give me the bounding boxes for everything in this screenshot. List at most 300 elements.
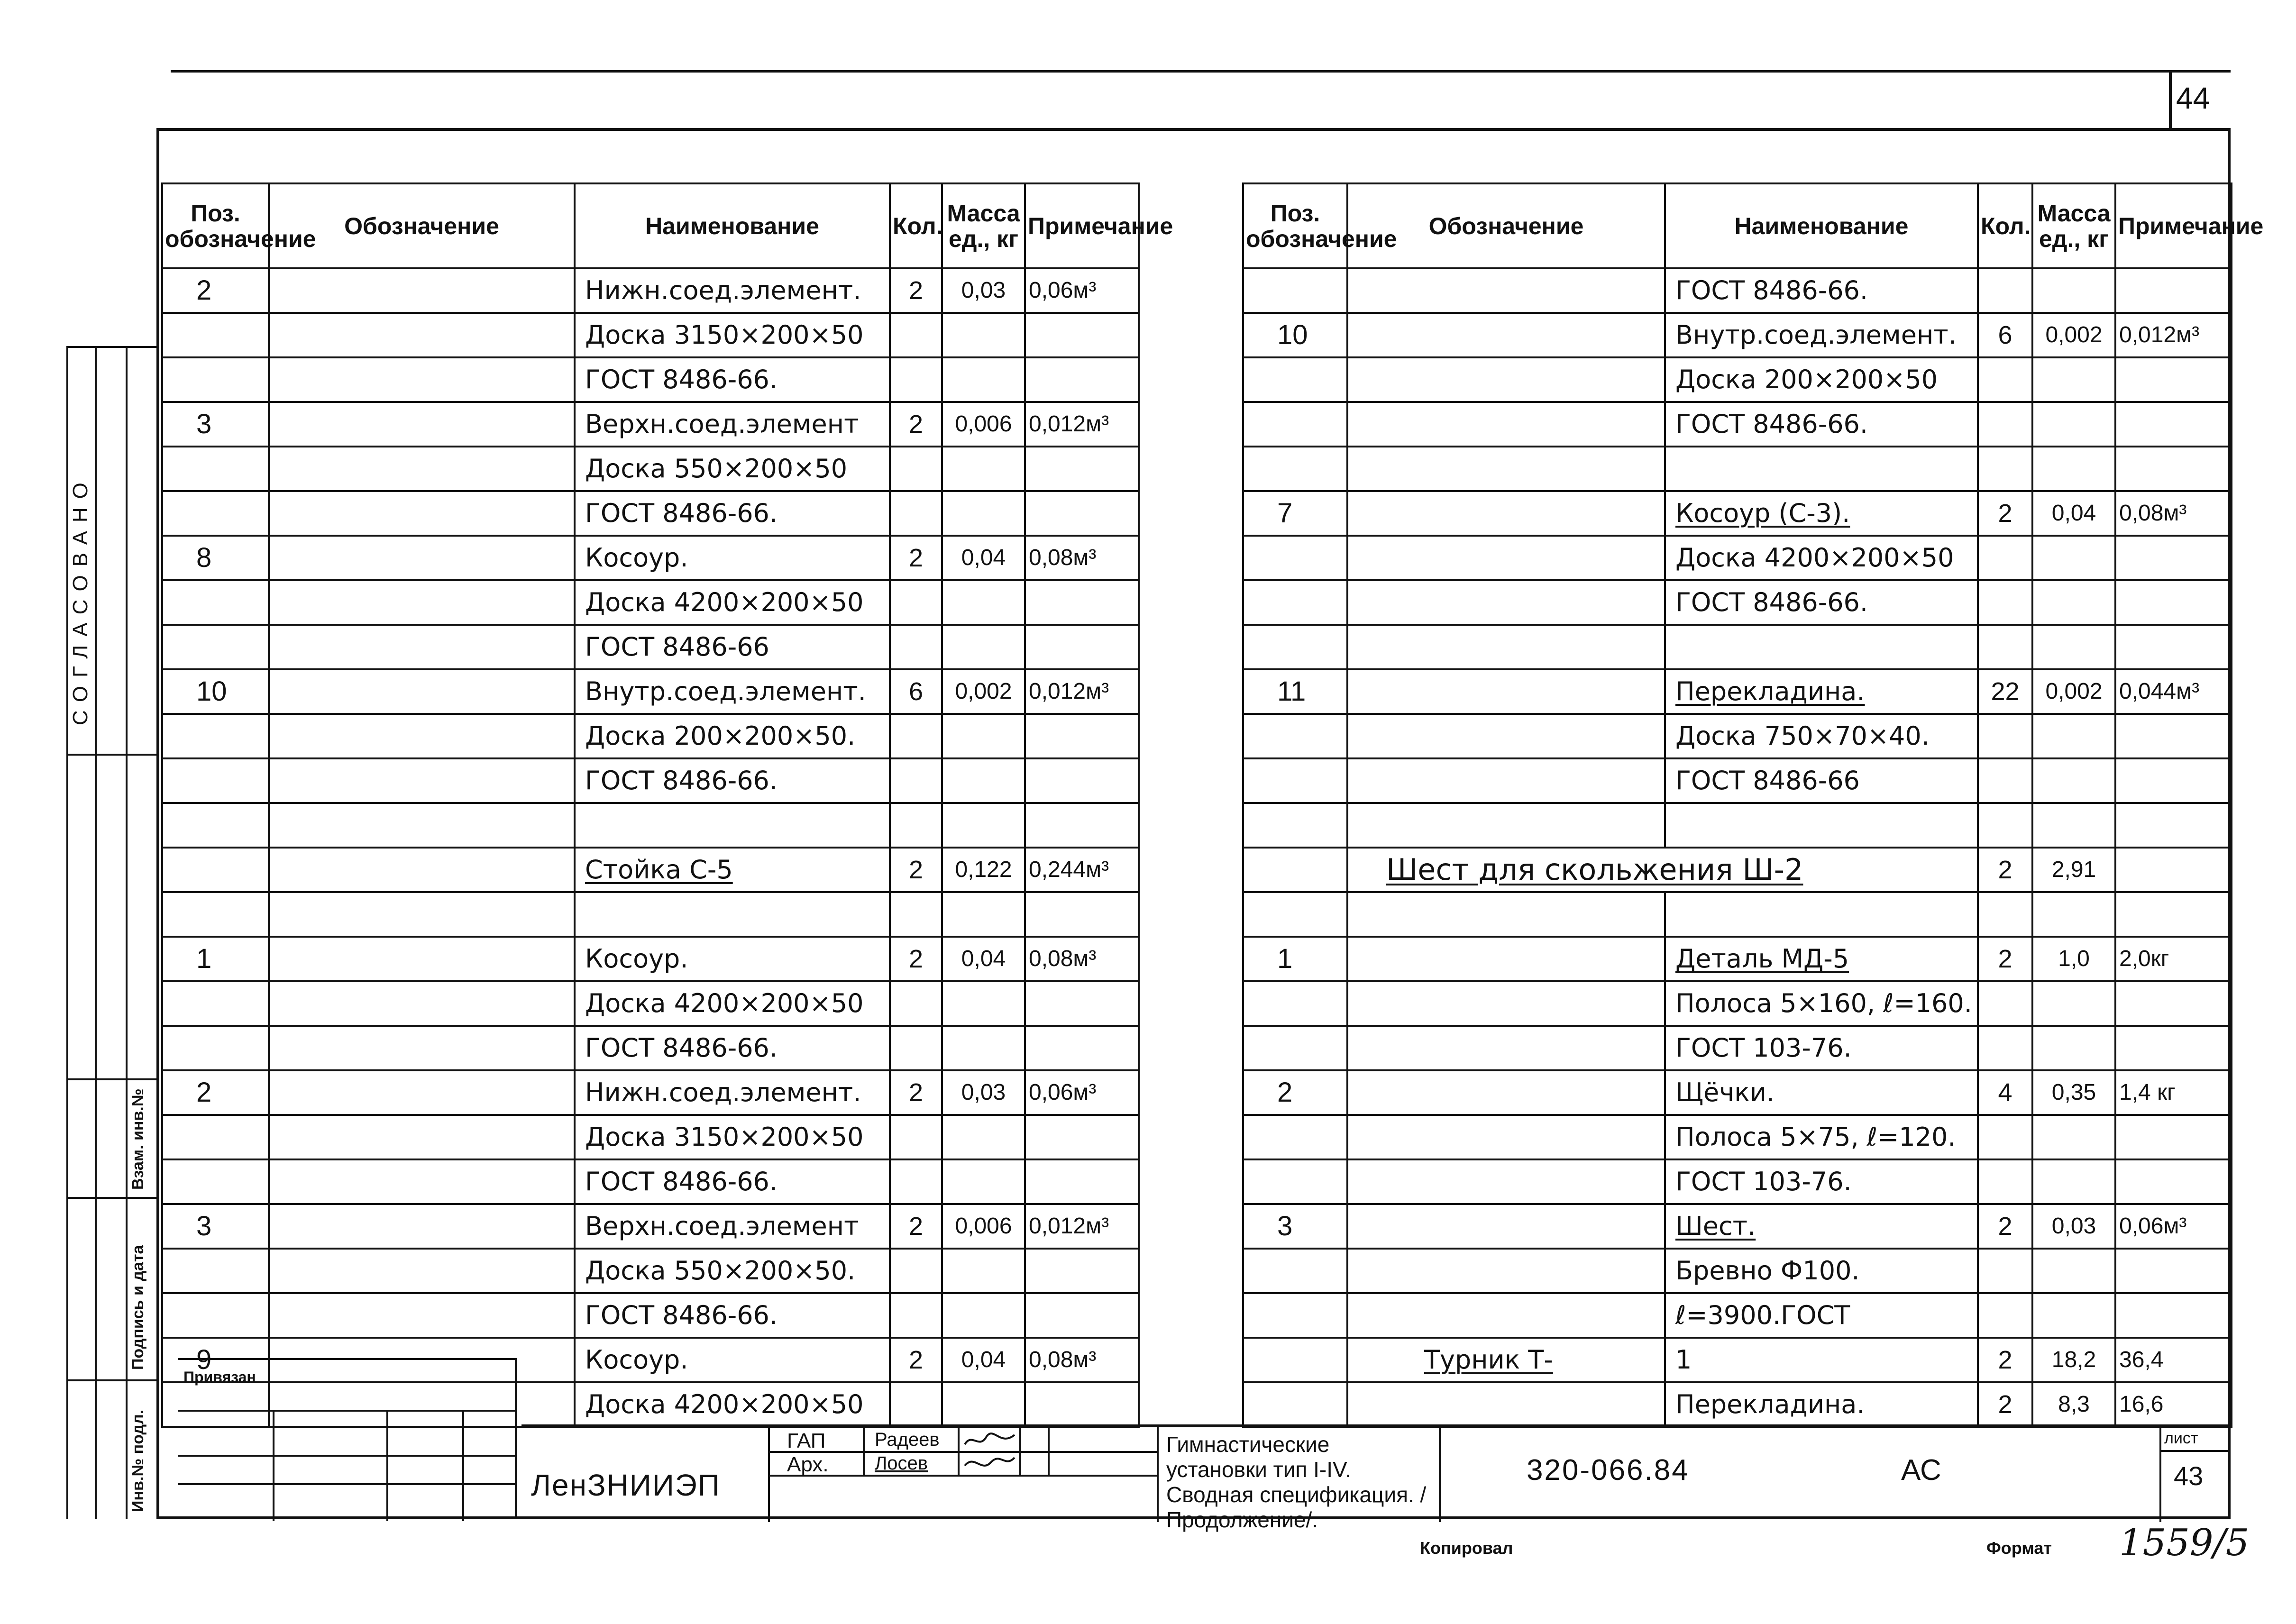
row-name-text	[580, 810, 585, 840]
row-name-text: Нижн.соед.элемент.	[585, 275, 861, 305]
organization: ЛенЗНИИЭП	[531, 1468, 721, 1502]
row-name-text: Щёчки.	[1675, 1077, 1775, 1107]
row-pos	[1243, 803, 1347, 848]
row-note	[2115, 1115, 2232, 1159]
row-note	[1025, 1382, 1139, 1427]
row-mass: 0,03	[942, 268, 1025, 313]
row-pos	[1243, 1026, 1347, 1070]
row-designation	[1347, 669, 1665, 714]
table-row	[1243, 402, 2232, 447]
row-designation	[1347, 491, 1665, 536]
row-name-text: Перекладина.	[1675, 1389, 1865, 1419]
row-name-text: 1	[1675, 1345, 1692, 1375]
table-row	[1243, 580, 2232, 625]
row-designation	[1347, 714, 1665, 758]
row-name	[1665, 447, 1978, 491]
left-spec-table	[161, 182, 1173, 1428]
row-name-text: Доска 750×70×40.	[1675, 721, 1930, 751]
row-mass	[2032, 1249, 2115, 1293]
row-name	[1665, 1204, 1978, 1249]
table-row	[1243, 1204, 2232, 1249]
row-mass	[2032, 402, 2115, 447]
row-name	[1665, 402, 1978, 447]
row-qty	[1978, 625, 2032, 669]
row-qty	[1978, 357, 2032, 402]
row-name	[1665, 1026, 1978, 1070]
header-mass: Масса ед., кг	[2032, 183, 2115, 268]
row-note	[2115, 625, 2232, 669]
row-mass	[2032, 1115, 2115, 1159]
row-name-text	[1671, 899, 1675, 929]
row-qty	[890, 313, 942, 357]
row-qty: 2	[890, 536, 942, 580]
sheet-label-line	[2159, 1450, 2231, 1452]
row-qty	[890, 1159, 942, 1204]
row-designation	[1347, 758, 1665, 803]
row-mass: 0,122	[942, 848, 1025, 892]
row-name-text: Деталь МД-5	[1675, 944, 1849, 974]
sidebar-vline-1	[95, 346, 97, 1519]
row-designation	[269, 536, 575, 580]
row-qty	[1978, 1026, 2032, 1070]
row-designation	[269, 892, 575, 937]
row-pos	[1243, 1159, 1347, 1204]
row-pos	[1243, 758, 1347, 803]
row-qty	[890, 758, 942, 803]
header-designation: Обозначение	[1347, 183, 1665, 268]
sidebar-approved: СОГЛАСОВАНО	[69, 474, 92, 725]
row-mass: 0,04	[942, 937, 1025, 981]
row-qty: 2	[1978, 1382, 2032, 1427]
row-name-text	[1671, 632, 1675, 662]
row-name	[1665, 1382, 1978, 1427]
row-mass	[942, 981, 1025, 1026]
row-pos	[162, 357, 269, 402]
row-name-text: Косоур (С-3).	[1675, 498, 1850, 528]
sig-vline-1	[863, 1427, 865, 1475]
row-pos	[1243, 1382, 1347, 1427]
table-row	[1243, 313, 2232, 357]
row-designation	[1347, 892, 1665, 937]
row-designation	[269, 1115, 575, 1159]
attached-line-2	[178, 1455, 515, 1457]
row-note	[2115, 1026, 2232, 1070]
row-designation	[1347, 402, 1665, 447]
row-qty: 2	[1978, 848, 2032, 892]
row-note	[2115, 892, 2232, 937]
row-designation	[269, 803, 575, 848]
row-qty	[890, 357, 942, 402]
row-qty: 2	[890, 402, 942, 447]
sig-name-1: Радеев	[875, 1429, 940, 1450]
drawing-title: Гимнастические установки тип I-IV. Сводная спецификация. /Продолжение/.	[1166, 1432, 1427, 1532]
row-pos	[1243, 1249, 1347, 1293]
row-pos: 1	[1243, 937, 1347, 981]
row-pos: 9	[162, 1338, 269, 1382]
row-name	[1665, 803, 1978, 848]
row-pos	[162, 1249, 269, 1293]
table-row	[162, 402, 1139, 447]
header-pos: Поз. обозначение	[1243, 183, 1347, 268]
row-designation	[269, 625, 575, 669]
row-designation	[269, 491, 575, 536]
row-qty: 6	[1978, 313, 2032, 357]
row-pos	[1243, 981, 1347, 1026]
row-mass: 0,04	[2032, 491, 2115, 536]
row-name-text: ГОСТ 8486-66.	[585, 1033, 778, 1063]
row-note	[1025, 491, 1139, 536]
row-pos	[1243, 447, 1347, 491]
row-name	[575, 491, 890, 536]
row-pos	[1243, 536, 1347, 580]
row-name-text: Доска 200×200×50.	[585, 721, 856, 751]
row-note	[1025, 357, 1139, 402]
row-pos: 8	[162, 536, 269, 580]
row-mass	[2032, 447, 2115, 491]
row-qty	[890, 803, 942, 848]
row-pos	[162, 1026, 269, 1070]
header-mass: Масса ед., кг	[942, 183, 1025, 268]
row-qty	[890, 981, 942, 1026]
header-note: Примечание	[1025, 183, 1139, 268]
row-qty	[890, 1293, 942, 1338]
table-row	[162, 536, 1139, 580]
row-name-text: ГОСТ 103-76.	[1675, 1033, 1852, 1063]
sidebar-vline-2	[126, 346, 128, 1519]
row-mass	[942, 1382, 1025, 1427]
row-note: 0,012м³	[1025, 669, 1139, 714]
row-name	[575, 1070, 890, 1115]
row-pos	[162, 714, 269, 758]
row-qty: 2	[890, 1338, 942, 1382]
table-row	[1243, 625, 2232, 669]
row-note: 0,06м³	[1025, 268, 1139, 313]
row-qty	[1978, 1115, 2032, 1159]
row-name-text	[1671, 810, 1675, 840]
row-mass: 8,3	[2032, 1382, 2115, 1427]
row-name	[1665, 1293, 1978, 1338]
row-name	[575, 1204, 890, 1249]
row-designation	[269, 669, 575, 714]
table-row	[162, 1159, 1139, 1204]
sig-vline-2	[958, 1427, 960, 1475]
row-mass	[2032, 981, 2115, 1026]
row-qty: 2	[890, 268, 942, 313]
row-mass	[942, 1026, 1025, 1070]
row-qty: 2	[1978, 937, 2032, 981]
row-qty: 2	[890, 848, 942, 892]
row-name-text: Косоур.	[585, 944, 688, 974]
row-qty: 2	[1978, 1204, 2032, 1249]
row-qty	[1978, 803, 2032, 848]
row-name	[575, 1382, 890, 1427]
row-qty	[1978, 714, 2032, 758]
table-row	[162, 803, 1139, 848]
title-block-divider-3	[1439, 1427, 1441, 1522]
row-pos: 1	[162, 937, 269, 981]
top-sheet-number: 44	[2176, 81, 2210, 115]
row-designation	[1347, 1204, 1665, 1249]
table-row	[162, 447, 1139, 491]
row-name-text: ℓ=3900.ГОСТ	[1675, 1300, 1850, 1330]
row-note: 0,08м³	[1025, 536, 1139, 580]
row-designation	[269, 1249, 575, 1293]
row-mass	[942, 714, 1025, 758]
table-row	[1243, 1115, 2232, 1159]
sidebar-hline-4	[66, 1379, 156, 1381]
row-note: 0,044м³	[2115, 669, 2232, 714]
left-header-row	[162, 183, 1139, 268]
row-qty	[1978, 580, 2032, 625]
row-designation	[1347, 1026, 1665, 1070]
table-row	[162, 937, 1139, 981]
row-name	[575, 892, 890, 937]
row-name	[1665, 714, 1978, 758]
row-name-text	[1671, 454, 1675, 484]
row-designation	[1347, 580, 1665, 625]
row-note	[1025, 1026, 1139, 1070]
row-name-text: Верхн.соед.элемент	[585, 1211, 859, 1241]
row-mass	[942, 313, 1025, 357]
table-row	[162, 714, 1139, 758]
row-pos	[162, 1159, 269, 1204]
top-border-line	[171, 70, 2231, 73]
table-row	[162, 892, 1139, 937]
table-row	[162, 758, 1139, 803]
row-pos: 3	[162, 402, 269, 447]
title-block	[521, 1424, 2231, 1532]
row-mass	[2032, 536, 2115, 580]
row-designation	[1347, 1338, 1665, 1382]
row-name	[1665, 580, 1978, 625]
row-mass: 0,35	[2032, 1070, 2115, 1115]
row-mass	[942, 580, 1025, 625]
attached-vline-3	[462, 1410, 464, 1521]
row-designation	[269, 937, 575, 981]
row-name	[575, 1026, 890, 1070]
table-row	[1243, 1338, 2232, 1382]
sig-role-2: Арх.	[787, 1453, 829, 1476]
row-name-text: Шест.	[1675, 1211, 1756, 1241]
row-note	[2115, 447, 2232, 491]
row-pos: 2	[162, 1070, 269, 1115]
row-pos: 3	[1243, 1204, 1347, 1249]
row-qty	[1978, 402, 2032, 447]
row-qty	[1978, 268, 2032, 313]
row-qty	[890, 625, 942, 669]
row-name	[575, 803, 890, 848]
row-name	[575, 848, 890, 892]
row-note	[2115, 357, 2232, 402]
sig-role-1: ГАП	[787, 1429, 826, 1452]
row-mass: 0,04	[942, 1338, 1025, 1382]
attached-vline-1	[273, 1410, 274, 1521]
row-mass	[942, 491, 1025, 536]
row-name-text: ГОСТ 8486-66.	[585, 1167, 778, 1196]
row-qty	[890, 714, 942, 758]
row-mass: 0,006	[942, 1204, 1025, 1249]
inventory-handwritten: 1559/5	[2119, 1522, 2250, 1564]
row-designation	[1347, 981, 1665, 1026]
row-mass	[942, 357, 1025, 402]
header-note: Примечание	[2115, 183, 2232, 268]
row-qty: 22	[1978, 669, 2032, 714]
right-header-row	[1243, 183, 2232, 268]
format-label: Формат	[1986, 1538, 2052, 1558]
row-mass: 0,03	[942, 1070, 1025, 1115]
row-pos: 7	[1243, 491, 1347, 536]
row-name	[575, 357, 890, 402]
row-designation	[269, 1204, 575, 1249]
row-name	[575, 758, 890, 803]
table-row	[162, 1293, 1139, 1338]
row-pos: 3	[162, 1204, 269, 1249]
row-name-text: ГОСТ 8486-66.	[585, 766, 778, 795]
row-name	[575, 714, 890, 758]
row-name-text: ГОСТ 8486-66	[585, 632, 769, 662]
row-pos: 10	[162, 669, 269, 714]
table-row	[1243, 1249, 2232, 1293]
row-name	[575, 313, 890, 357]
row-mass	[2032, 892, 2115, 937]
row-qty	[1978, 1249, 2032, 1293]
row-designation	[1347, 447, 1665, 491]
row-qty	[890, 447, 942, 491]
sig-name-2: Лосев	[875, 1453, 928, 1474]
row-mass	[2032, 758, 2115, 803]
row-mass	[2032, 1159, 2115, 1204]
sidebar-hline-1	[66, 754, 156, 756]
right-spec-table	[1242, 182, 2264, 1428]
row-designation-text: Турник Т-	[1424, 1345, 1553, 1375]
row-pos	[162, 580, 269, 625]
row-name-text: ГОСТ 8486-66.	[585, 498, 778, 528]
row-name-text: Полоса 5×160, ℓ=160.	[1675, 988, 1972, 1018]
row-note	[2115, 714, 2232, 758]
row-qty	[1978, 758, 2032, 803]
row-name	[575, 447, 890, 491]
header-name: Наименование	[1665, 183, 1978, 268]
row-mass	[942, 1159, 1025, 1204]
row-qty: 2	[890, 1204, 942, 1249]
row-mass: 0,002	[2032, 313, 2115, 357]
row-qty	[1978, 1293, 2032, 1338]
row-pos: 2	[162, 268, 269, 313]
attached-label: Привязан	[183, 1369, 256, 1386]
row-qty	[1978, 981, 2032, 1026]
row-pos	[162, 1293, 269, 1338]
row-name-text: ГОСТ 8486-66	[1675, 766, 1860, 795]
row-name	[1665, 536, 1978, 580]
row-note	[1025, 447, 1139, 491]
table-row	[162, 268, 1139, 313]
table-row	[1243, 803, 2232, 848]
row-mass: 0,002	[2032, 669, 2115, 714]
row-mass: 0,002	[942, 669, 1025, 714]
row-name	[575, 402, 890, 447]
row-name	[1665, 981, 1978, 1026]
row-pos	[162, 803, 269, 848]
row-pos	[1243, 1293, 1347, 1338]
row-note	[2115, 848, 2232, 892]
row-name	[1665, 491, 1978, 536]
table-row	[162, 491, 1139, 536]
row-pos	[162, 447, 269, 491]
row-mass	[2032, 1026, 2115, 1070]
row-designation	[269, 714, 575, 758]
row-pos	[1243, 402, 1347, 447]
row-name	[575, 1293, 890, 1338]
row-mass	[2032, 625, 2115, 669]
table-row	[1243, 758, 2232, 803]
row-designation	[1347, 536, 1665, 580]
attached-line-3	[178, 1483, 515, 1485]
row-name-text: Доска 4200×200×50	[1675, 543, 1954, 573]
row-name	[1665, 1159, 1978, 1204]
row-note	[2115, 268, 2232, 313]
table-row	[162, 313, 1139, 357]
row-pos	[1243, 1115, 1347, 1159]
row-note	[2115, 536, 2232, 580]
row-qty	[1978, 892, 2032, 937]
row-designation	[269, 1293, 575, 1338]
row-qty	[1978, 447, 2032, 491]
table-row	[162, 625, 1139, 669]
row-designation	[1347, 803, 1665, 848]
row-designation	[269, 1070, 575, 1115]
row-note	[1025, 758, 1139, 803]
row-pos	[162, 848, 269, 892]
table-row	[1243, 1293, 2232, 1338]
row-note: 1,4 кг	[2115, 1070, 2232, 1115]
row-pos: 11	[1243, 669, 1347, 714]
row-name	[1665, 313, 1978, 357]
row-name	[575, 268, 890, 313]
header-name: Наименование	[575, 183, 890, 268]
table-row	[1243, 1026, 2232, 1070]
header-designation: Обозначение	[269, 183, 575, 268]
row-name	[1665, 892, 1978, 937]
table-row	[1243, 892, 2232, 937]
document-code: 320-066.84	[1527, 1454, 1690, 1487]
row-designation	[269, 1026, 575, 1070]
row-note	[1025, 1115, 1139, 1159]
row-name	[575, 625, 890, 669]
row-name-text: ГОСТ 103-76.	[1675, 1167, 1852, 1196]
table-row	[162, 981, 1139, 1026]
row-name-text: Доска 550×200×50	[585, 454, 848, 484]
row-name-text: ГОСТ 8486-66.	[585, 365, 778, 394]
table-row	[1243, 357, 2232, 402]
copied-label: Копировал	[1420, 1538, 1513, 1558]
row-name-text: Бревно Ф100.	[1675, 1256, 1860, 1286]
sidebar-hline-3	[66, 1197, 156, 1199]
row-qty: 6	[890, 669, 942, 714]
row-designation	[1347, 268, 1665, 313]
row-pos	[1243, 892, 1347, 937]
header-qty: Кол.	[890, 183, 942, 268]
row-pos	[162, 758, 269, 803]
row-pos	[1243, 714, 1347, 758]
row-designation	[269, 1159, 575, 1204]
table-row	[1243, 1070, 2232, 1115]
row-mass	[942, 447, 1025, 491]
sidebar-replace-inv: Взам. инв.№	[129, 1088, 147, 1190]
row-note: 0,08м³	[1025, 1338, 1139, 1382]
title-block-divider-2	[1157, 1427, 1159, 1522]
attached-block	[178, 1358, 517, 1519]
row-name-text: Полоса 5×75, ℓ=120.	[1675, 1122, 1956, 1152]
